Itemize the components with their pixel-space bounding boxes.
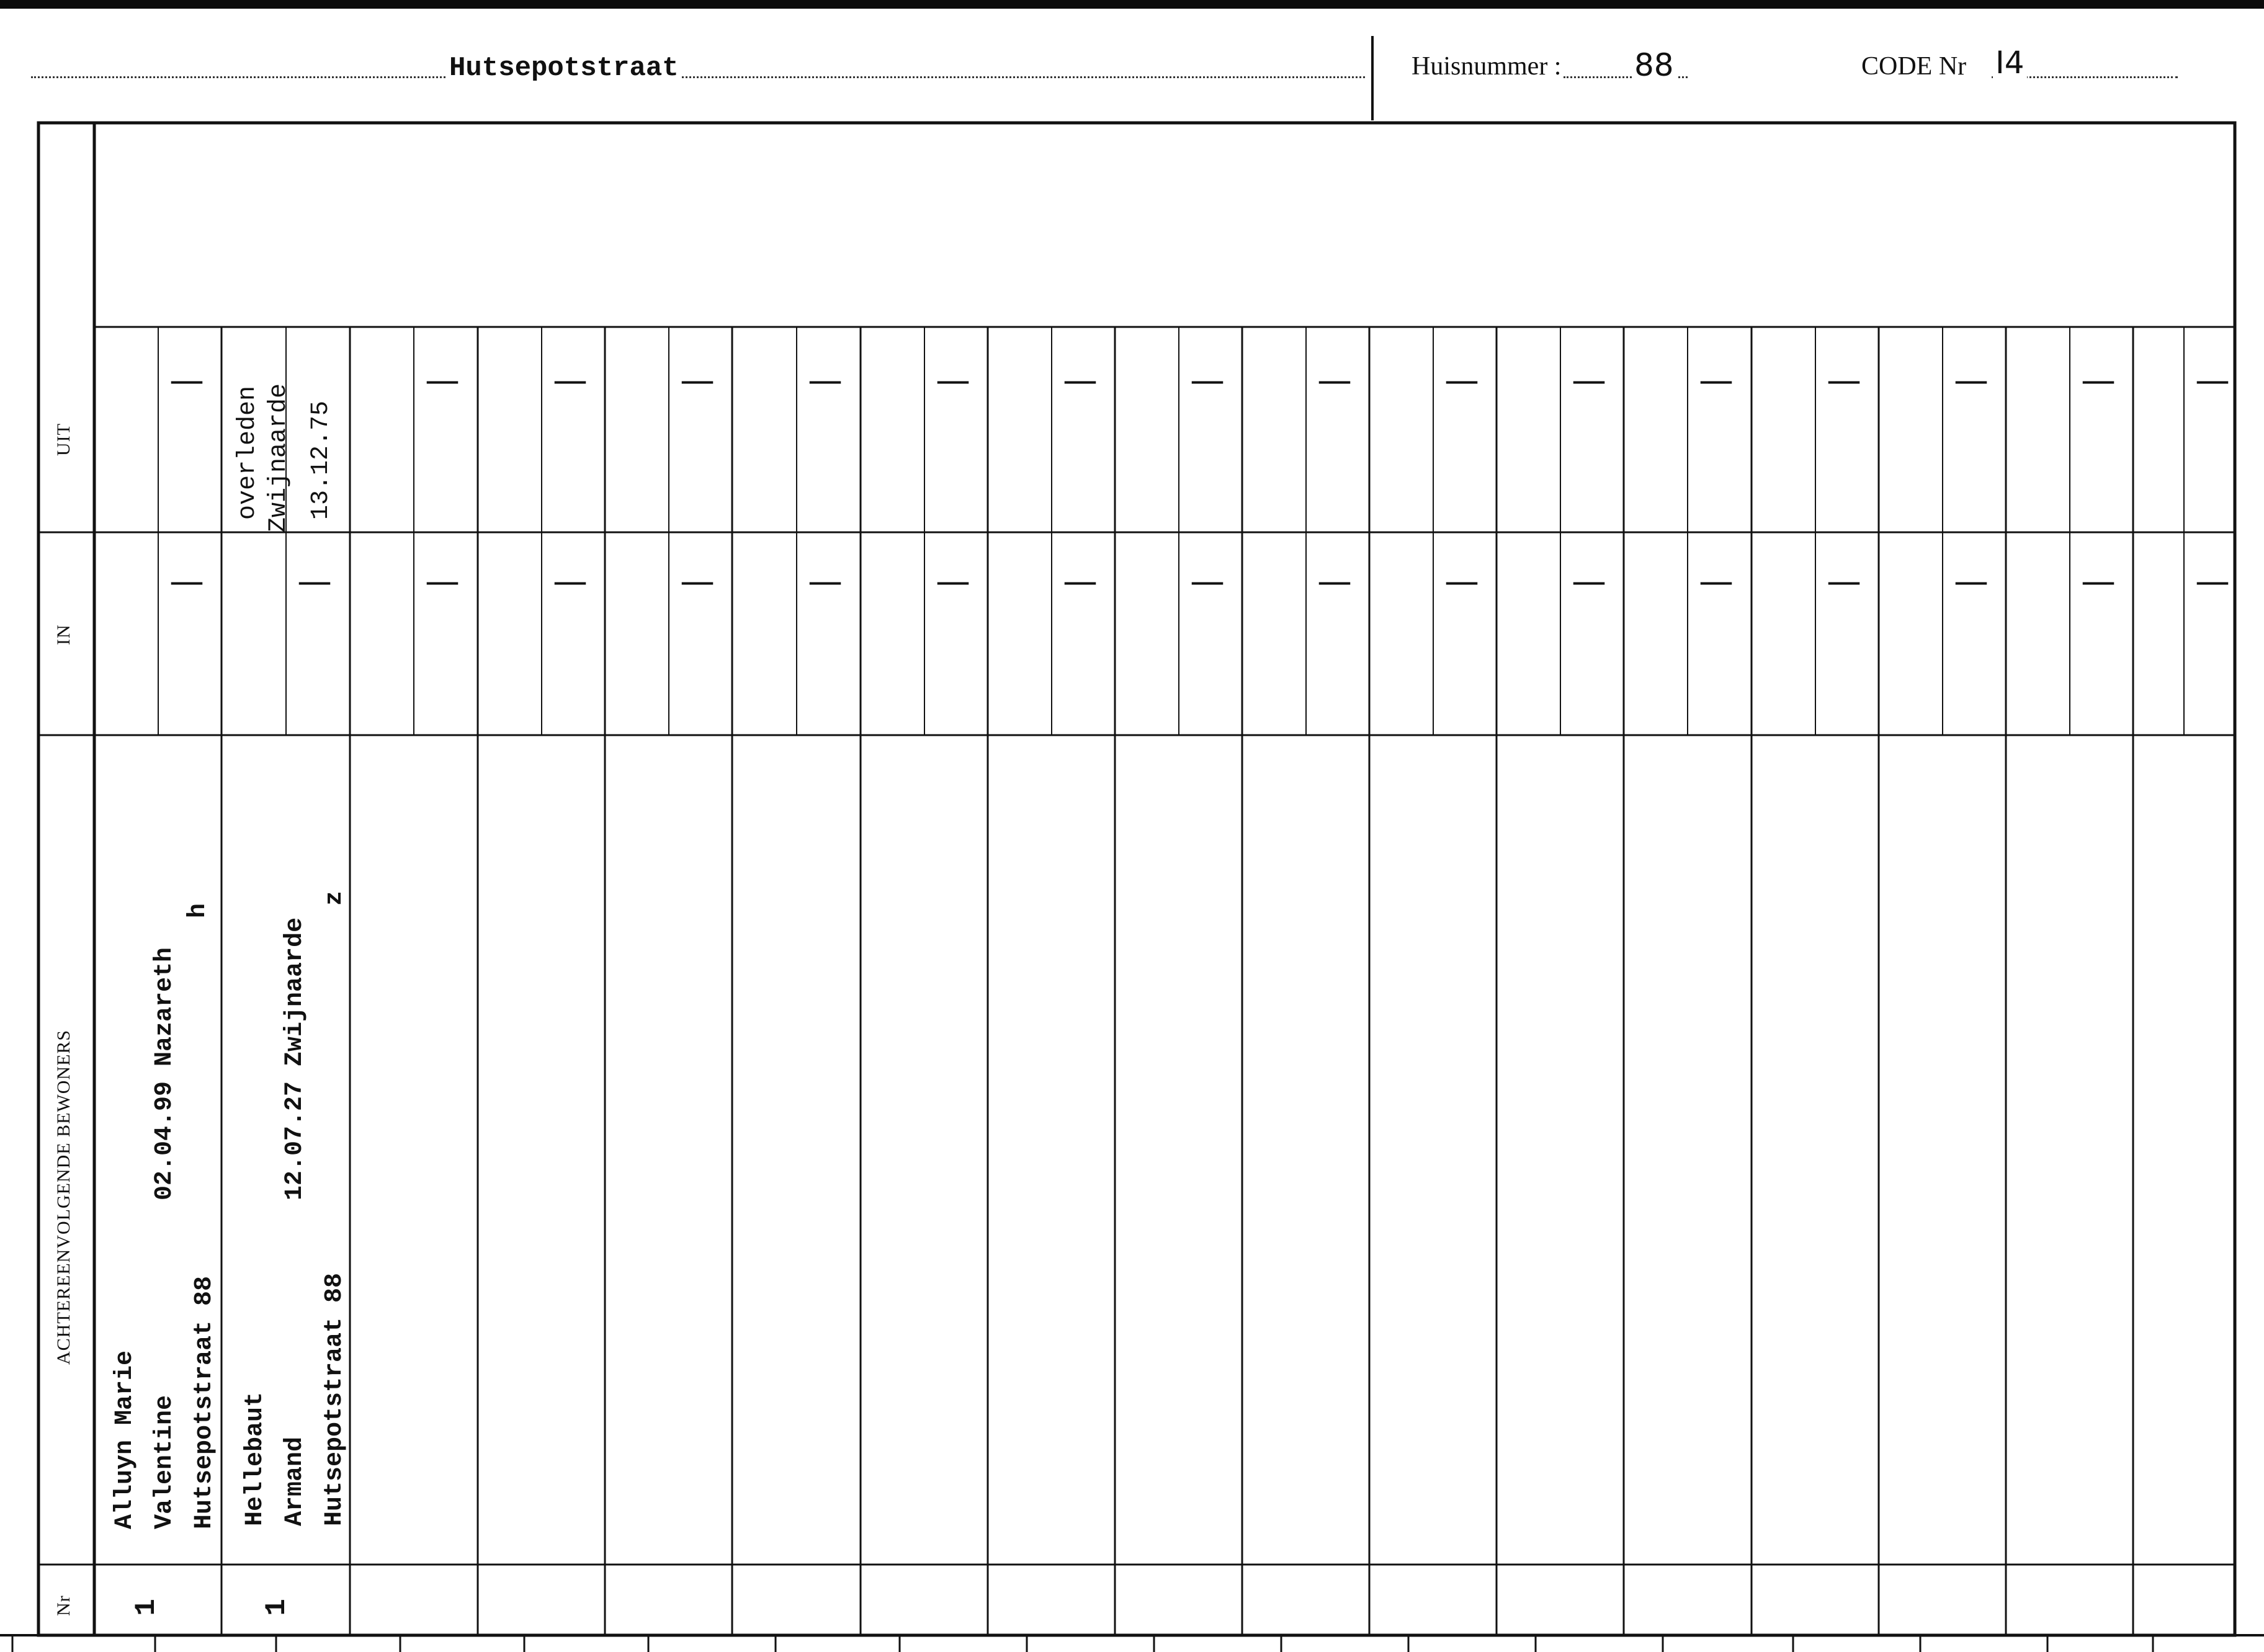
dash-uit-3: —	[425, 360, 460, 401]
dash-in-10: —	[1317, 561, 1352, 602]
dash-uit-4: —	[553, 360, 588, 401]
dash-in-12: —	[1572, 561, 1606, 602]
resident-2-firstname: Armand	[281, 1436, 309, 1526]
row-label-nr: Nr	[53, 1595, 74, 1616]
dash-uit-16: —	[2081, 360, 2116, 401]
huisnummer-label: Huisnummer :	[1412, 52, 1562, 81]
resident-2-nr: 1	[260, 1599, 293, 1616]
resident-2-birth: 12.07.27 Zwijnaarde	[281, 917, 309, 1200]
dash-uit-15: —	[1954, 360, 1989, 401]
dash-in-7: —	[936, 561, 970, 602]
dash-uit-8: —	[1063, 360, 1098, 401]
dash-in-2: —	[297, 561, 332, 602]
dash-uit-7: —	[936, 360, 970, 401]
huisnummer-value: 88	[1632, 50, 1676, 81]
street-name: Hutsepotstraat	[447, 55, 681, 82]
row-label-bewoners: ACHTEREENVOLGENDE BEWONERS	[53, 1029, 74, 1365]
resident-2-uit-place: Zwijnaarde	[265, 383, 293, 532]
dash-in-15: —	[1954, 561, 1989, 602]
resident-1-birth: 02.04.99 Nazareth	[151, 947, 179, 1200]
resident-1-mark: h	[184, 903, 212, 918]
dash-uit-11: —	[1444, 360, 1479, 401]
resident-1-name: Alluyn Marie	[111, 1350, 139, 1529]
dash-uit-13: —	[1699, 360, 1734, 401]
dash-uit-5: —	[680, 360, 715, 401]
dash-in-13: —	[1699, 561, 1734, 602]
dash-uit-9: —	[1190, 360, 1225, 401]
row-label-in: IN	[53, 624, 74, 645]
resident-2-name: Hellebaut	[241, 1391, 269, 1526]
code-label: CODE Nr	[1861, 52, 1967, 81]
dash-in-5: —	[680, 561, 715, 602]
resident-1-nr: 1	[130, 1599, 163, 1616]
resident-2-uit-date: 13.12.75	[307, 400, 335, 520]
dash-in-16: —	[2081, 561, 2116, 602]
dash-in-11: —	[1444, 561, 1479, 602]
dash-uit-10: —	[1317, 360, 1352, 401]
dash-uit-17: —	[2195, 360, 2230, 401]
grid-outer-border	[38, 123, 2235, 1635]
dash-uit-1: —	[169, 360, 204, 401]
dash-in-4: —	[553, 561, 588, 602]
dash-in-8: —	[1063, 561, 1098, 602]
dash-in-9: —	[1190, 561, 1225, 602]
dash-uit-14: —	[1827, 360, 1861, 401]
row-label-uit: UIT	[53, 423, 74, 456]
resident-2-mark: z	[321, 890, 349, 906]
code-value: I4	[1993, 47, 2027, 78]
resident-1-firstname: Valentine	[151, 1395, 179, 1529]
resident-2-uit-note: overleden	[234, 385, 262, 520]
resident-2-address: Hutsepotstraat 88	[321, 1272, 349, 1526]
dash-in-6: —	[808, 561, 843, 602]
dash-in-17: —	[2195, 561, 2230, 602]
dash-in-1: —	[169, 561, 204, 602]
dash-uit-12: —	[1572, 360, 1606, 401]
resident-1-address: Hutsepotstraat 88	[190, 1275, 218, 1529]
dash-uit-6: —	[808, 360, 843, 401]
dash-in-14: —	[1827, 561, 1861, 602]
dash-in-3: —	[425, 561, 460, 602]
